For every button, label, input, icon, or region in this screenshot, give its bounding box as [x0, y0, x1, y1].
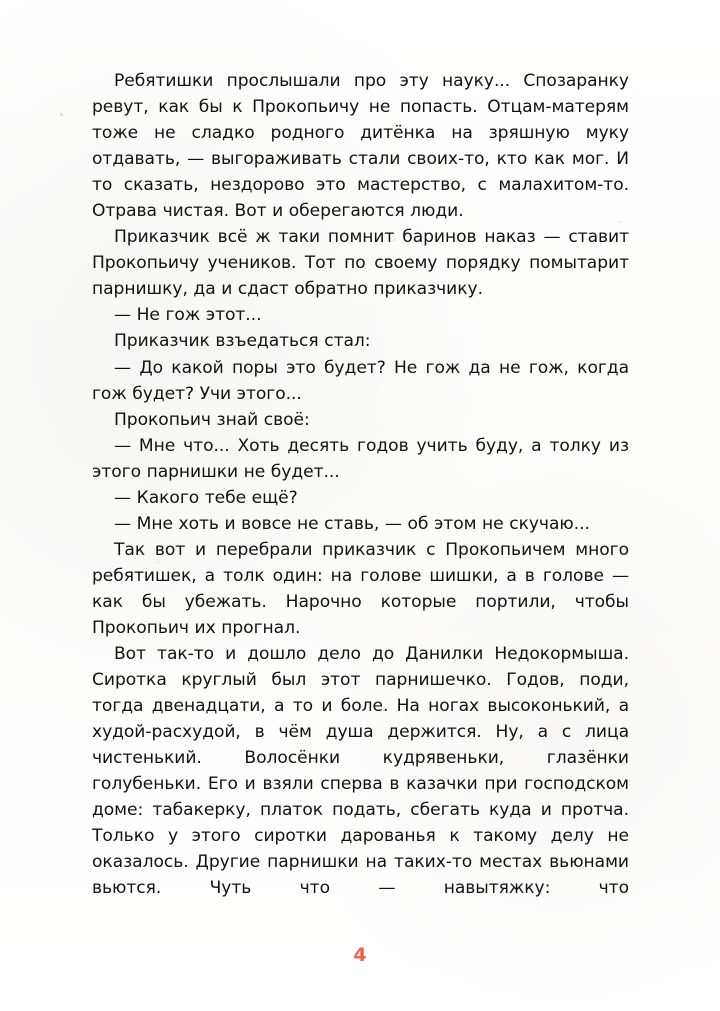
dialogue-line: — Какого тебе ещё?	[114, 487, 298, 508]
paragraph: Вот так-то и дошло дело до Данилки Недокормыша. Сиротка круглый был этот парнишечко. Годов, поди, тогда двенадцати, а то и боле. На ногах высоконький, а худой-расхудой, в чём душа держится. Ну, а с лица чистенький. Волосёнки кудрявеньки, глазёнки голубеньки. Его и взяли сперва в казачки при господском доме: табакерку, платок подать, сбегать куда и протча. Только у этого сиротки дарованья к такому делу не оказалось. Другие парнишки на таких-то местах вьюнами вьются. Чуть что — навытяжку: что	[92, 644, 629, 899]
paragraph: Приказчик взъедаться стал:	[114, 331, 371, 352]
page-number: 4	[353, 944, 367, 966]
paragraph: Ребятишки прослышали про эту науку... Спозаранку ревут, как бы к Прокопьичу не попасть. Отцам-матерям тоже не сладко родного дитёнка на зряшную муку отдавать, — выгораживать стали своих-то, кто как мог. И то сказать, нездорово это мастерство, с малахитом-то. Отрава чистая. Вот и оберегаются люди.	[92, 71, 629, 222]
dialogue-line: — До какой поры это будет? Не гож да не гож, когда гож будет? Учи этого...	[92, 357, 629, 404]
paragraph: Так вот и перебрали приказчик с Прокопьичем много ребятишек, а толк один: на голове шишки, а в голове — как бы убежать. Нарочно которые портили, чтобы Прокопьич их прогнал.	[92, 539, 629, 638]
paragraph: Приказчик всё ж таки помнит баринов наказ — ставит Прокопьичу учеников. Тот по своему порядку помытарит парнишку, да и сдаст обратно приказчику.	[92, 227, 629, 300]
paragraph: Прокопьич знай своё:	[114, 409, 310, 430]
scan-speck	[60, 113, 63, 116]
dialogue-line: — Мне что... Хоть десять годов учить буду, а толку из этого парнишки не будет...	[92, 435, 629, 482]
body-text-column	[92, 68, 629, 902]
dialogue-line: — Мне хоть и вовсе не ставь, — об этом не скучаю...	[114, 513, 590, 534]
dialogue-line: — Не гож этот...	[114, 305, 262, 326]
